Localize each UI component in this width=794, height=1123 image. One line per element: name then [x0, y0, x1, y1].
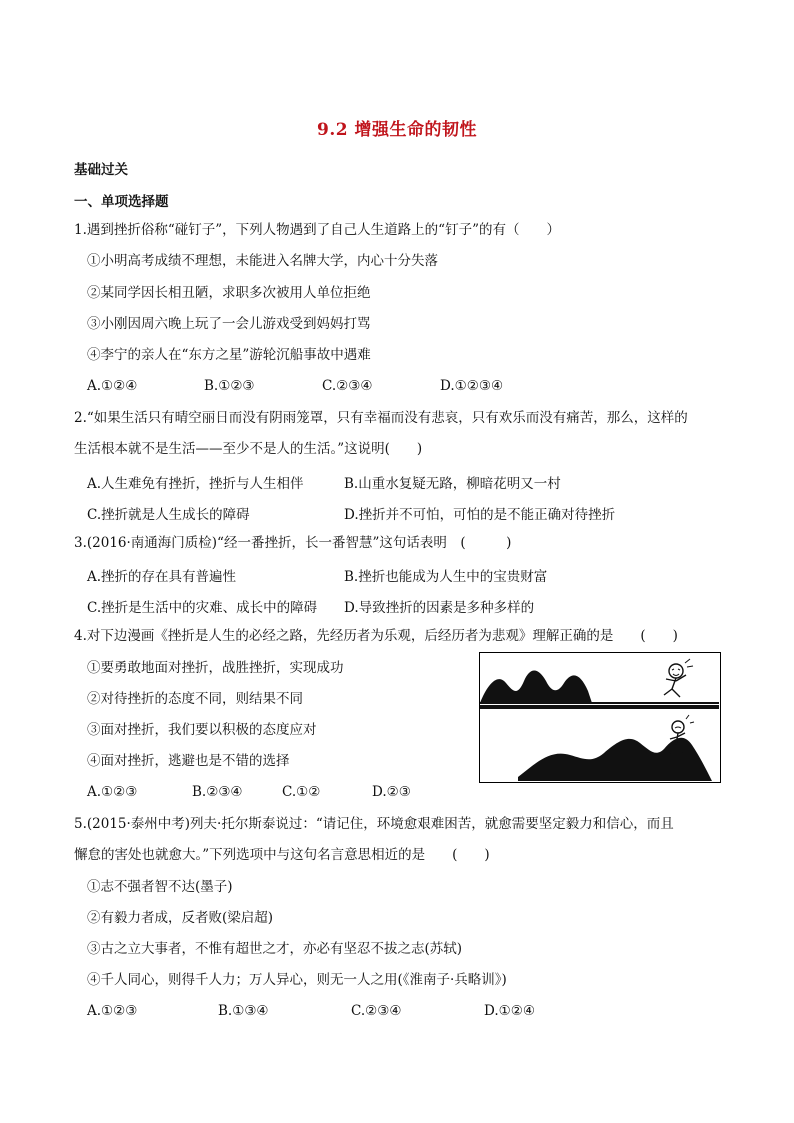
question-4-item: ①要勇敢地面对挫折，战胜挫折，实现成功 [87, 660, 344, 676]
question-3-option-c[interactable]: C.挫折是生活中的灾难、成长中的障碍 [87, 600, 318, 616]
question-2-option-c[interactable]: C.挫折就是人生成长的障碍 [87, 507, 250, 523]
question-3-option-d[interactable]: D.导致挫折的因素是多种多样的 [344, 600, 535, 616]
question-2-stem-cont: 生活根本就不是生活——至少不是人的生活。”这说明( ) [74, 441, 423, 457]
question-4-option-c[interactable]: C.①② [282, 784, 321, 800]
question-1-item: ③小刚因周六晚上玩了一会儿游戏受到妈妈打骂 [87, 316, 371, 332]
question-1-item: ②某同学因长相丑陋，求职多次被用人单位拒绝 [87, 285, 371, 301]
cartoon-image [479, 652, 721, 783]
question-5-item: ③古之立大事者，不惟有超世之才，亦必有坚忍不拔之志(苏轼) [87, 941, 463, 957]
question-3-option-b[interactable]: B.挫折也能成为人生中的宝贵财富 [344, 569, 548, 585]
question-5-option-a[interactable]: A.①②③ [87, 1003, 138, 1019]
section-heading: 基础过关 [74, 162, 128, 178]
question-4-item: ③面对挫折，我们要以积极的态度应对 [87, 722, 317, 738]
question-5-stem: 5.(2015·泰州中考)列夫·托尔斯泰说过：“请记住，环境愈艰难困苦，就愈需要坚定毅力和信心，而且 [74, 816, 674, 832]
question-1-item: ④李宁的亲人在“东方之星”游轮沉船事故中遇难 [87, 347, 371, 363]
question-5-option-b[interactable]: B.①③④ [218, 1003, 269, 1019]
question-5-item: ④千人同心，则得千人力；万人异心，则无一人之用(《淮南子·兵略训》) [87, 972, 507, 988]
page-title: 9.2 增强生命的韧性 [317, 120, 477, 140]
question-4-option-a[interactable]: A.①②③ [87, 784, 138, 800]
question-4-option-b[interactable]: B.②③④ [192, 784, 243, 800]
question-4-option-d[interactable]: D.②③ [372, 784, 411, 800]
question-5-stem-cont: 懈怠的害处也就愈大。”下列选项中与这句名言意思相近的是 ( ) [74, 847, 490, 863]
cartoon-drawing [480, 653, 719, 781]
question-1-option-b[interactable]: B.①②③ [204, 378, 255, 394]
question-1-option-d[interactable]: D.①②③④ [440, 378, 504, 394]
question-2-stem: 2.“如果生活只有晴空丽日而没有阴雨笼罩，只有幸福而没有悲哀，只有欢乐而没有痛苦，那么，这样的 [74, 410, 688, 426]
question-2-option-b[interactable]: B.山重水复疑无路，柳暗花明又一村 [344, 476, 561, 492]
question-1-item: ①小明高考成绩不理想，未能进入名牌大学，内心十分失落 [87, 253, 438, 269]
question-1-stem: 1.遇到挫折俗称“碰钉子”，下列人物遇到了自己人生道路上的“钉子”的有（ ） [74, 222, 560, 238]
question-5-option-d[interactable]: D.①②④ [484, 1003, 535, 1019]
question-1-option-a[interactable]: A.①②④ [87, 378, 138, 394]
question-3-stem: 3.(2016·南通海门质检)“经一番挫折，长一番智慧”这句话表明 ( ) [74, 535, 512, 551]
question-5-item: ①志不强者智不达(墨子) [87, 879, 233, 895]
question-5-option-c[interactable]: C.②③④ [351, 1003, 402, 1019]
question-4-stem: 4.对下边漫画《挫折是人生的必经之路，先经历者为乐观，后经历者为悲观》理解正确的是 ( ) [74, 628, 678, 644]
part-heading: 一、单项选择题 [74, 194, 169, 210]
question-5-item: ②有毅力者成，反者败(梁启超) [87, 910, 274, 926]
question-4-item: ④面对挫折，逃避也是不错的选择 [87, 753, 290, 769]
question-4-item: ②对待挫折的态度不同，则结果不同 [87, 691, 303, 707]
question-2-option-a[interactable]: A.人生难免有挫折，挫折与人生相伴 [87, 476, 304, 492]
question-2-option-d[interactable]: D.挫折并不可怕，可怕的是不能正确对待挫折 [344, 507, 616, 523]
question-3-option-a[interactable]: A.挫折的存在具有普遍性 [87, 569, 237, 585]
question-1-option-c[interactable]: C.②③④ [322, 378, 373, 394]
